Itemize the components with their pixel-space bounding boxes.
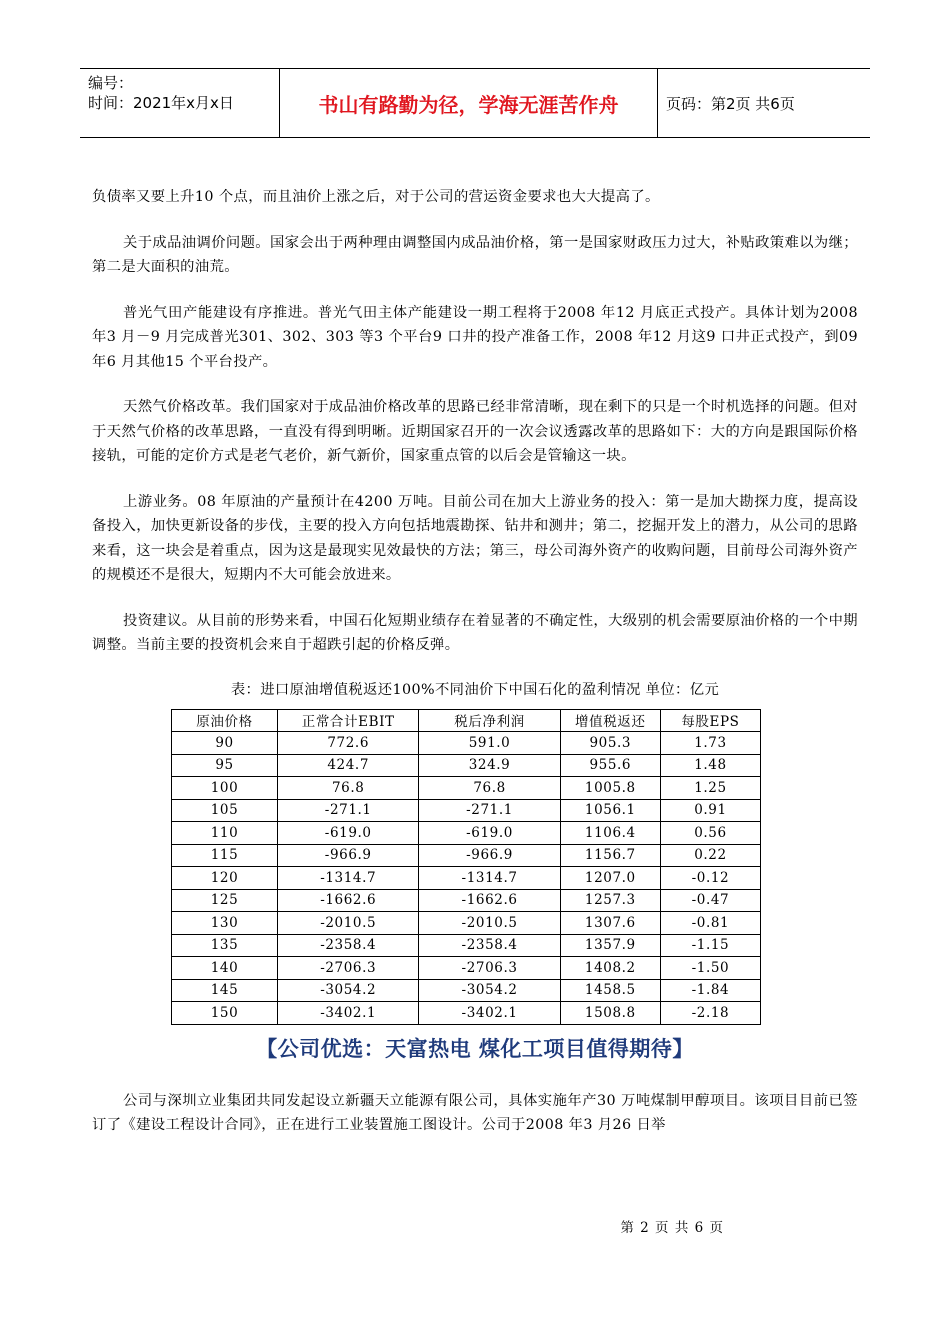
table-row <box>172 912 761 935</box>
table-cell: 1458.5 <box>560 979 660 1002</box>
table-cell: 0.91 <box>660 799 760 822</box>
table-cell: -2010.5 <box>419 912 560 935</box>
table-cell: -619.0 <box>278 822 419 845</box>
document-body <box>92 185 858 1159</box>
section-title: 【公司优选：天富热电 煤化工项目值得期待】 <box>256 1036 694 1061</box>
header-page-info: 页码：第2页 共6页 <box>666 94 795 113</box>
table-cell: 1056.1 <box>560 799 660 822</box>
table-cell: 772.6 <box>278 732 419 755</box>
column-header: 税后净利润 <box>419 709 560 732</box>
table-cell: -1662.6 <box>419 889 560 912</box>
column-header: 原油价格 <box>172 709 278 732</box>
paragraph-1: 负债率又要上升10 个点，而且油价上涨之后，对于公司的营运资金要求也大大提高了。 <box>92 189 660 205</box>
table-cell: 130 <box>172 912 278 935</box>
table-cell: 1106.4 <box>560 822 660 845</box>
table-cell: -0.12 <box>660 867 760 890</box>
table-cell: 76.8 <box>419 777 560 800</box>
paragraph-2: 关于成品油调价问题。国家会出于两种理由调整国内成品油价格，第一是国家财政压力过大，补贴政策难以为继；第二是大面积的油荒。 <box>92 234 858 275</box>
table-cell: 1207.0 <box>560 867 660 890</box>
document-number-label: 编号： <box>88 74 134 92</box>
table-cell: 0.22 <box>660 844 760 867</box>
paragraph-6: 投资建议。从目前的形势来看，中国石化短期业绩存在着显著的不确定性，大级别的机会需要原油价格的一个中期调整。当前主要的投资机会来自于超跌引起的价格反弹。 <box>92 612 858 653</box>
table-body <box>172 732 761 1025</box>
table-cell: -0.81 <box>660 912 760 935</box>
table-cell: 1.73 <box>660 732 760 755</box>
table-cell: 1257.3 <box>560 889 660 912</box>
table-cell: 135 <box>172 934 278 957</box>
table-cell: 1.25 <box>660 777 760 800</box>
table-header-row <box>172 709 761 732</box>
table-cell: -966.9 <box>419 844 560 867</box>
table-cell: -3054.2 <box>278 979 419 1002</box>
page-header <box>80 68 870 138</box>
table-cell: -1.15 <box>660 934 760 957</box>
table-row <box>172 844 761 867</box>
table-cell: -2358.4 <box>419 934 560 957</box>
table-cell: 105 <box>172 799 278 822</box>
table-cell: 1307.6 <box>560 912 660 935</box>
table-cell: 1357.9 <box>560 934 660 957</box>
table-cell: 0.56 <box>660 822 760 845</box>
table-row <box>172 799 761 822</box>
table-cell: -2706.3 <box>278 957 419 980</box>
table-cell: 324.9 <box>419 754 560 777</box>
table-cell: -271.1 <box>278 799 419 822</box>
table-cell: 95 <box>172 754 278 777</box>
column-header: 增值税返还 <box>560 709 660 732</box>
table-row <box>172 754 761 777</box>
table-cell: -2358.4 <box>278 934 419 957</box>
table-cell: 90 <box>172 732 278 755</box>
table-cell: 100 <box>172 777 278 800</box>
table-row <box>172 889 761 912</box>
table-row <box>172 732 761 755</box>
table-cell: -0.47 <box>660 889 760 912</box>
table-cell: 424.7 <box>278 754 419 777</box>
table-cell: 1.48 <box>660 754 760 777</box>
table-cell: 140 <box>172 957 278 980</box>
table-row <box>172 957 761 980</box>
table-cell: 1005.8 <box>560 777 660 800</box>
paragraph-3: 普光气田产能建设有序推进。普光气田主体产能建设一期工程将于2008 年12 月底正式投产。具体计划为2008 年3 月－9 月完成普光301、302、303 等3 个平台9 口井的投产准备工作，2008 年12 月这9 口井正式投产，到09 年6 月其他15 个平台投产。 <box>92 304 858 370</box>
table-cell: -1314.7 <box>278 867 419 890</box>
table-row <box>172 822 761 845</box>
table-cell: -271.1 <box>419 799 560 822</box>
table-cell: 905.3 <box>560 732 660 755</box>
table-cell: -2.18 <box>660 1002 760 1025</box>
table-cell: 591.0 <box>419 732 560 755</box>
table-cell: 1508.8 <box>560 1002 660 1025</box>
document-time-label: 时间：2021年x月x日 <box>88 94 234 112</box>
table-cell: 76.8 <box>278 777 419 800</box>
table-cell: 115 <box>172 844 278 867</box>
table-cell: -1662.6 <box>278 889 419 912</box>
header-meta <box>80 69 280 137</box>
table-cell: -2706.3 <box>419 957 560 980</box>
table-cell: -3402.1 <box>278 1002 419 1025</box>
table-row <box>172 934 761 957</box>
table-cell: 955.6 <box>560 754 660 777</box>
table-row <box>172 867 761 890</box>
table-cell: 120 <box>172 867 278 890</box>
table-cell: 125 <box>172 889 278 912</box>
section-paragraph: 公司与深圳立业集团共同发起设立新疆天立能源有限公司，具体实施年产30 万吨煤制甲醇项目。该项目目前已签订了《建设工程设计合同》，正在进行工业装置施工图设计。公司于2008 年3 月26 日举 <box>92 1092 858 1133</box>
column-header: 正常合计EBIT <box>278 709 419 732</box>
table-cell: 110 <box>172 822 278 845</box>
table-cell: -966.9 <box>278 844 419 867</box>
table-cell: 1408.2 <box>560 957 660 980</box>
table-cell: 1156.7 <box>560 844 660 867</box>
table-cell: -1.50 <box>660 957 760 980</box>
table-cell: -2010.5 <box>278 912 419 935</box>
table-cell: -619.0 <box>419 822 560 845</box>
table-cell: -3054.2 <box>419 979 560 1002</box>
paragraph-5: 上游业务。08 年原油的产量预计在4200 万吨。目前公司在加大上游业务的投入：第一是加大勘探力度，提高设备投入，加快更新设备的步伐，主要的投入方向包括地震勘探、钻井和测井；第二，挖掘开发上的潜力，从公司的思路来看，这一块会是着重点，因为这是最现实见效最快的方法；第三，母公司海外资产的收购问题，目前母公司海外资产的规模还不是很大，短期内不大可能会放进来。 <box>92 493 858 583</box>
table-row <box>172 1002 761 1025</box>
table-cell: -1314.7 <box>419 867 560 890</box>
table-row <box>172 777 761 800</box>
table-cell: 150 <box>172 1002 278 1025</box>
paragraph-4: 天然气价格改革。我们国家对于成品油价格改革的思路已经非常清晰，现在剩下的只是一个时机选择的问题。但对于天然气价格的改革思路，一直没有得到明晰。近期国家召开的一次会议透露改革的思路如下：大的方向是跟国际价格接轨，可能的定价方式是老气老价，新气新价，国家重点管的以后会是管输这一块。 <box>92 399 858 464</box>
table-cell: 145 <box>172 979 278 1002</box>
table-cell: -3402.1 <box>419 1002 560 1025</box>
table-caption: 表：进口原油增值税返还100%不同油价下中国石化的盈利情况 单位：亿元 <box>230 681 720 698</box>
header-motto: 书山有路勤为径，学海无涯苦作舟 <box>280 69 658 137</box>
column-header: 每股EPS <box>660 709 760 732</box>
table-cell: -1.84 <box>660 979 760 1002</box>
table-row <box>172 979 761 1002</box>
page-footer: 第 2 页 共 6 页 <box>620 1220 724 1236</box>
earnings-table <box>171 709 761 1025</box>
